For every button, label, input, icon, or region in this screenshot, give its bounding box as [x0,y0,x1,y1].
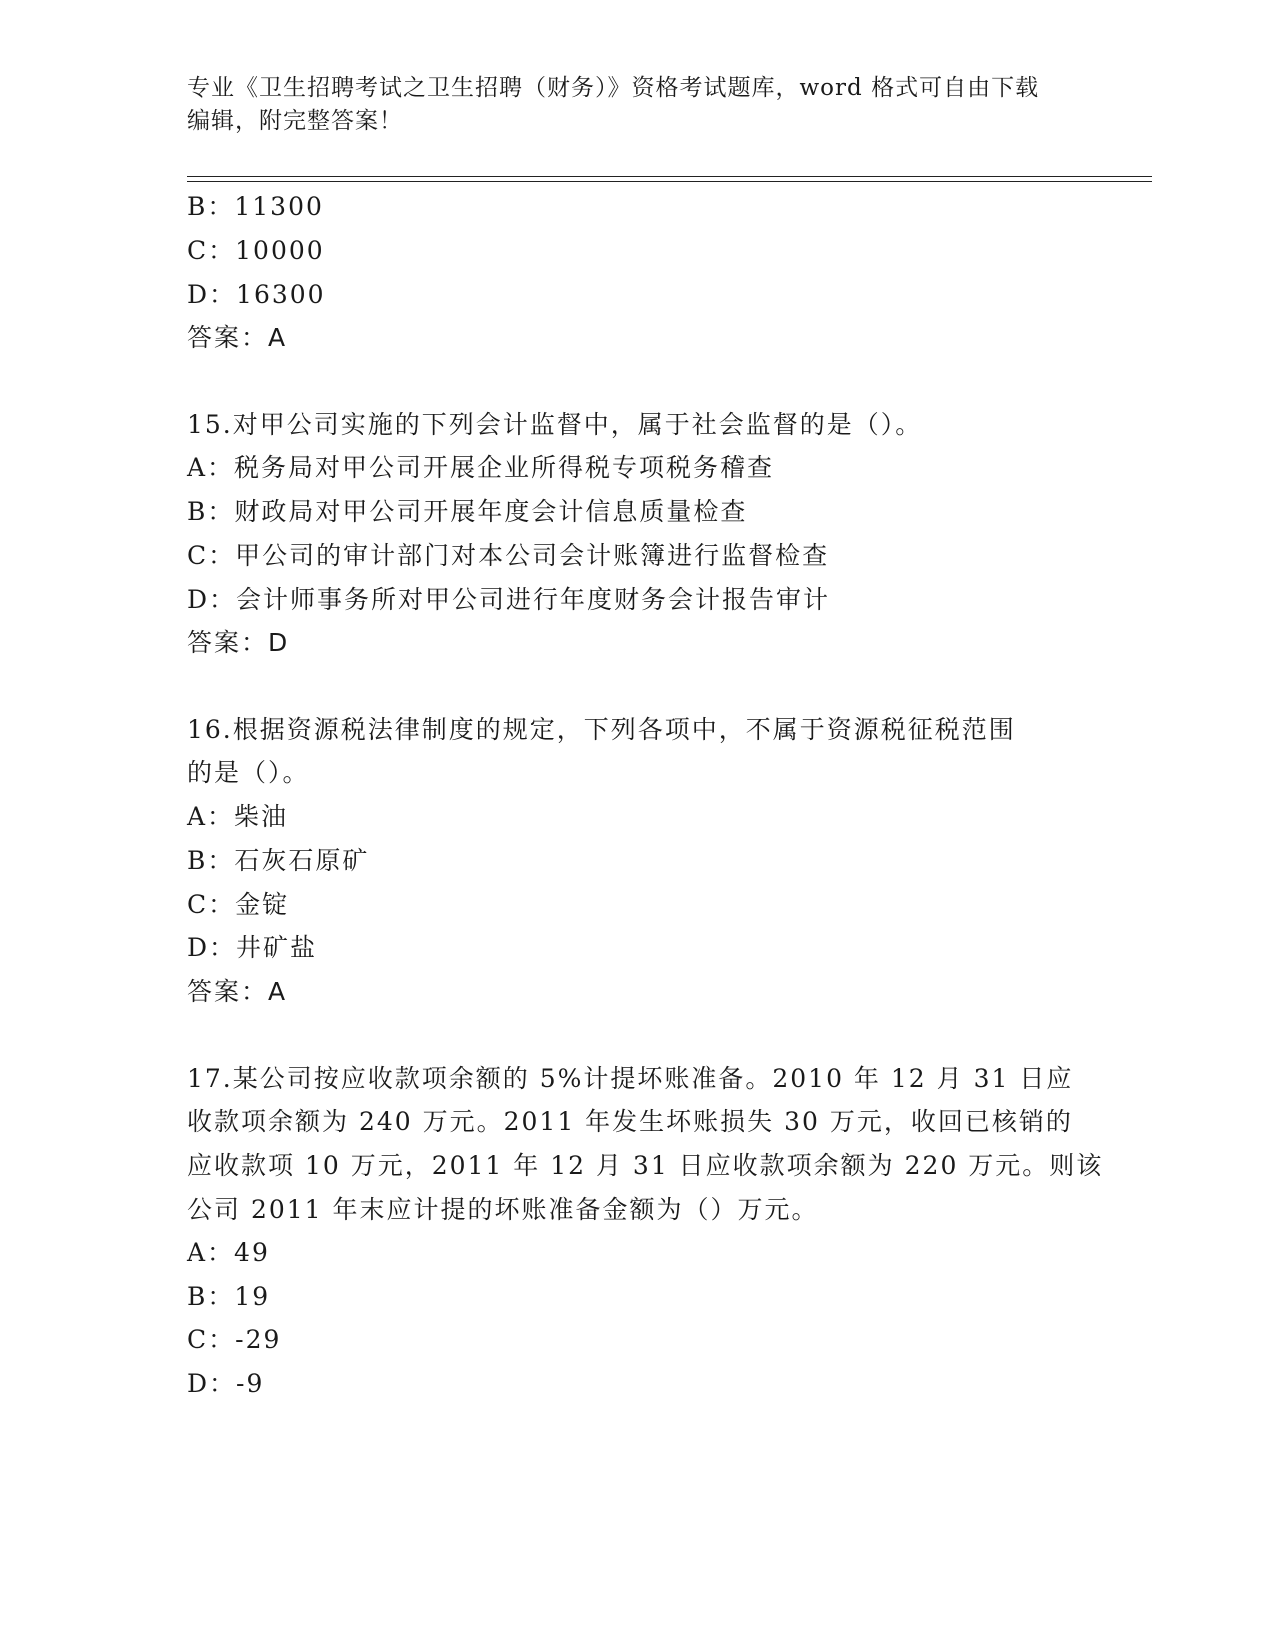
q16-stem-line-1: 16.根据资源税法律制度的规定，下列各项中，不属于资源税征税范围 [187,715,1016,744]
q16-stem-line-2: 的是（）。 [187,758,310,787]
q15-answer: 答案：D [187,628,290,657]
q15-option-a: A：税务局对甲公司开展企业所得税专项税务稽查 [187,453,775,482]
document-header [187,72,1087,138]
q17-option-a: A：49 [187,1238,270,1267]
q17-stem-line-1: 17.某公司按应收款项余额的 5%计提坏账准备。2010 年 12 月 31 日应 [187,1064,1074,1093]
header-line-1: 专业《卫生招聘考试之卫生招聘（财务）》资格考试题库，word 格式可自由下载 [187,75,1040,101]
q17-stem-line-4: 公司 2011 年末应计提的坏账准备金额为（）万元。 [187,1195,819,1224]
header-divider-top [187,176,1152,177]
q17-option-c: C：-29 [187,1325,282,1354]
q16-option-a: A：柴油 [187,802,289,831]
header-line-2: 编辑，附完整答案！ [187,108,403,134]
q17-stem-line-2: 收款项余额为 240 万元。2011 年发生坏账损失 30 万元，收回已核销的 [187,1107,1073,1136]
q17-stem-line-3: 应收款项 10 万元，2011 年 12 月 31 日应收款项余额为 220 万元。则该 [187,1151,1104,1180]
header-divider-bottom [187,181,1152,182]
q15-option-c: C：甲公司的审计部门对本公司会计账簿进行监督检查 [187,541,830,570]
prev-answer: 答案：A [187,323,288,352]
prev-option-b: B：11300 [187,192,324,221]
q15-option-d: D：会计师事务所对甲公司进行年度财务会计报告审计 [187,585,831,614]
q17-option-b: B：19 [187,1282,271,1311]
q15-stem: 15.对甲公司实施的下列会计监督中，属于社会监督的是（）。 [187,410,923,439]
q15-option-b: B：财政局对甲公司开展年度会计信息质量检查 [187,497,748,526]
q16-option-b: B：石灰石原矿 [187,846,370,875]
q16-option-d: D：井矿盐 [187,933,318,962]
q17-option-d: D：-9 [187,1369,265,1398]
prev-option-d: D：16300 [187,280,326,309]
q16-option-c: C：金锭 [187,890,290,919]
q16-answer: 答案：A [187,977,288,1006]
prev-option-c: C：10000 [187,236,325,265]
